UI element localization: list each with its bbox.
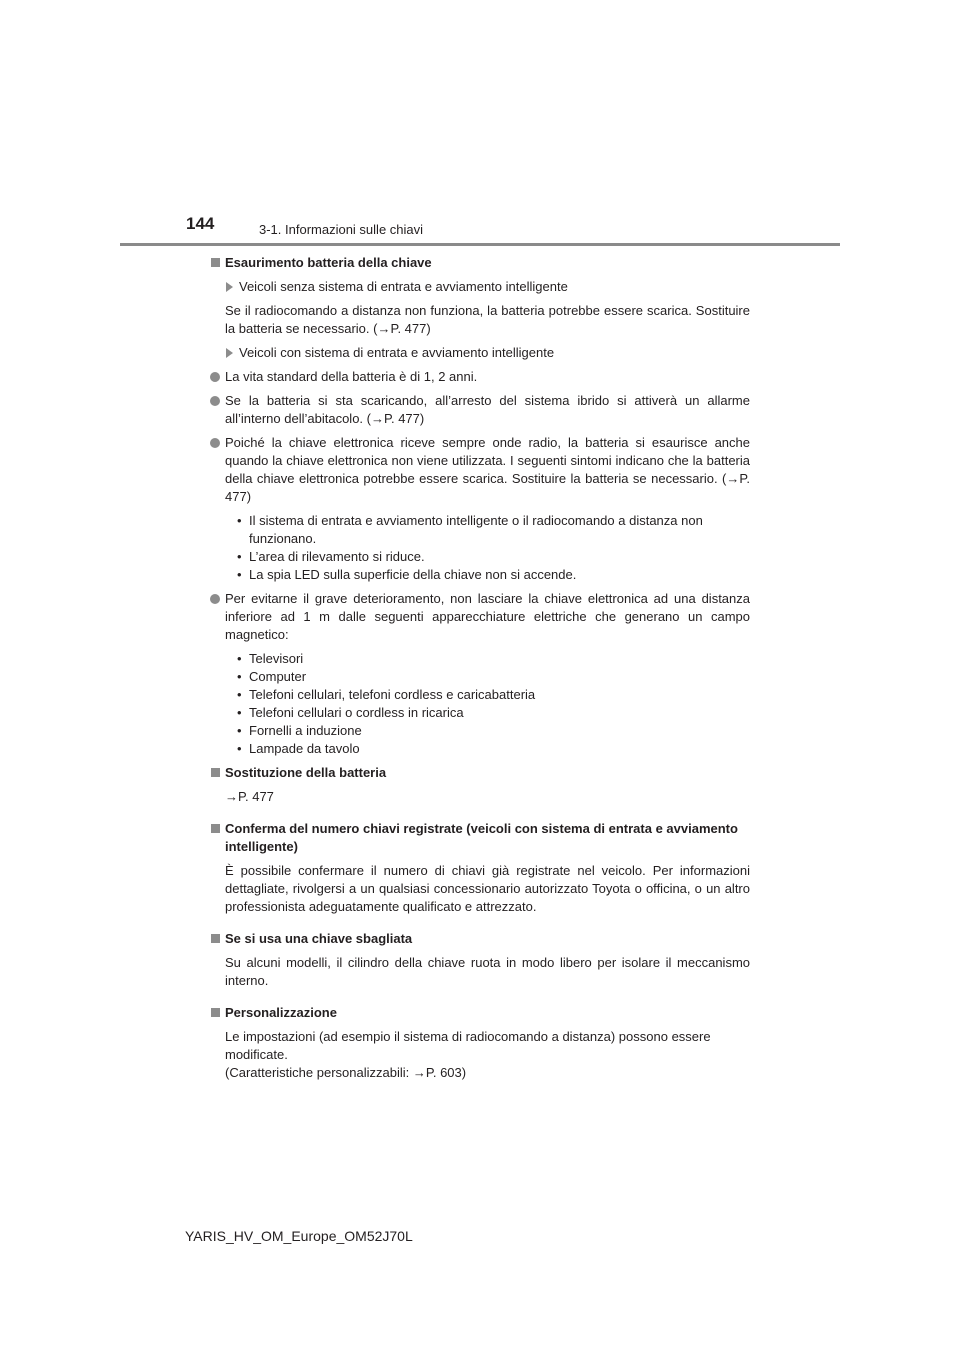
list-item [210, 392, 750, 428]
section-registered-keys [210, 820, 750, 916]
paragraph: È possibile confermare il numero di chiavi già registrate nel veicolo. Per informazioni dettagliate, rivolgersi a un qualsiasi concessionario autorizzato Toyota o officina, o un altro professionista adeguatamente qualificato e attrezzato. [225, 863, 750, 914]
subheading [225, 278, 750, 296]
section-heading: Personalizzazione [225, 1005, 337, 1020]
square-bullet-icon [211, 258, 220, 267]
square-bullet-icon [211, 768, 220, 777]
circle-bullet-icon [210, 396, 220, 406]
square-bullet-icon [211, 824, 220, 833]
list-item-text: Poiché la chiave elettronica riceve sempre onde radio, la batteria si esaurisce anche quando la chiave elettronica non viene utilizzata. I seguenti sintomi indicano che la batteria della chiave elettronica potrebbe essere scarica. Sostituire la batteria se necessario. (→P. 477) [225, 435, 750, 504]
symptom-item: • L’area di rilevamento si riduce. [225, 548, 750, 566]
list-item-text: La vita standard della batteria è di 1, 2 anni. [225, 369, 478, 384]
section-customization [210, 1004, 750, 1082]
document-code: YARIS_HV_OM_Europe_OM52J70L [185, 1228, 413, 1244]
symptom-item: • Il sistema di entrata e avviamento intelligente o il radiocomando a distanza non funzionano. [225, 512, 750, 548]
subheading-text: Veicoli senza sistema di entrata e avviamento intelligente [239, 279, 568, 294]
list-item-text: Se la batteria si sta scaricando, all’arresto del sistema ibrido si attiverà un allarme all’interno dell’abitacolo. (→P. 477) [225, 393, 750, 426]
device-list [225, 650, 750, 758]
section-wrong-key [210, 930, 750, 990]
circle-bullet-icon [210, 438, 220, 448]
section-heading: Se si usa una chiave sbagliata [225, 931, 413, 946]
triangle-bullet-icon [226, 348, 233, 358]
device-item: • Telefoni cellulari, telefoni cordless e caricabatteria [225, 686, 750, 704]
section-title: 3-1. Informazioni sulle chiavi [259, 222, 424, 237]
circle-bullet-icon [210, 372, 220, 382]
list-item [210, 590, 750, 644]
section-battery-replacement [210, 764, 750, 806]
section-heading: Esaurimento batteria della chiave [225, 255, 432, 270]
square-bullet-icon [211, 934, 220, 943]
list-item [210, 434, 750, 506]
section-heading: Conferma del numero chiavi registrate (veicoli con sistema di entrata e avviamento intelligente) [225, 821, 738, 854]
symptom-item: • La spia LED sulla superficie della chiave non si accende. [225, 566, 750, 584]
page-header [0, 0, 960, 250]
paragraph: Le impostazioni (ad esempio il sistema di radiocomando a distanza) possono essere modificate. [225, 1029, 711, 1062]
subheading [225, 344, 750, 362]
device-item: • Lampade da tavolo [225, 740, 750, 758]
symptom-list [225, 512, 750, 584]
section-heading: Sostituzione della batteria [225, 765, 387, 780]
section-battery-depletion [210, 254, 750, 758]
header-divider [120, 243, 840, 246]
page-reference-link[interactable]: →P. 477 [225, 789, 274, 804]
square-bullet-icon [211, 1008, 220, 1017]
device-item: • Televisori [225, 650, 750, 668]
triangle-bullet-icon [226, 282, 233, 292]
circle-bullet-icon [210, 594, 220, 604]
subheading-text: Veicoli con sistema di entrata e avviamento intelligente [239, 345, 555, 360]
page-reference-link[interactable]: (Caratteristiche personalizzabili: →P. 603) [225, 1065, 467, 1080]
device-item: • Telefoni cellulari o cordless in ricarica [225, 704, 750, 722]
paragraph: Se il radiocomando a distanza non funziona, la batteria potrebbe essere scarica. Sostituire la batteria se necessario. (→P. 477) [225, 303, 750, 336]
page-content [210, 254, 750, 1082]
paragraph: Su alcuni modelli, il cilindro della chiave ruota in modo libero per isolare il meccanismo interno. [225, 955, 750, 988]
list-item-text: Per evitarne il grave deterioramento, non lasciare la chiave elettronica ad una distanza inferiore ad 1 m dalle seguenti apparecchiature elettriche che generano un campo magnetico: [225, 591, 750, 642]
device-item: • Fornelli a induzione [225, 722, 750, 740]
page-number: 144 [186, 214, 215, 233]
device-item: • Computer [225, 668, 750, 686]
list-item [210, 368, 750, 386]
